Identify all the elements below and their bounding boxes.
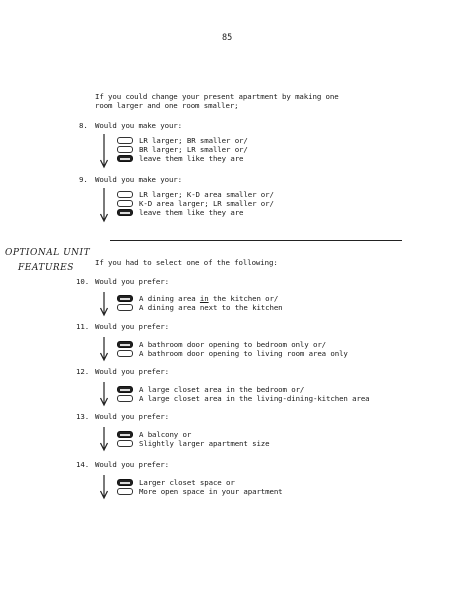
down-arrow-icon — [99, 187, 109, 223]
q9-option-2-label: K-D area larger; LR smaller or/ — [139, 199, 274, 208]
question-10-number: 10. — [76, 277, 90, 286]
question-9-text: Would you make your: — [95, 175, 182, 184]
question-11-text: Would you prefer: — [95, 322, 169, 331]
intro-change-line-2: room larger and one room smaller; — [95, 101, 239, 110]
q9-option-1-checkbox[interactable] — [117, 191, 133, 198]
q10-option-2-label: A dining area next to the kitchen — [139, 303, 283, 312]
q12-option-2-label: A large closet area in the living-dining-kitchen area — [139, 394, 370, 403]
q9-option-2-checkbox[interactable] — [117, 200, 133, 207]
down-arrow-icon — [99, 291, 109, 317]
q11-option-1-checkbox-checked[interactable] — [117, 341, 133, 348]
q10-option-1-label: A dining area in the kitchen or/ — [139, 294, 279, 303]
q10-option-1-checkbox-checked[interactable] — [117, 295, 133, 302]
question-13-number: 13. — [76, 412, 90, 421]
intro-change-line-1: If you could change your present apartment by making one — [95, 92, 339, 101]
q10-option-2-checkbox[interactable] — [117, 304, 133, 311]
q12-option-1-label: A large closet area in the bedroom or/ — [139, 385, 305, 394]
question-14-text: Would you prefer: — [95, 460, 169, 469]
question-9-number: 9. — [79, 175, 88, 184]
q14-option-1-label: Larger closet space or — [139, 478, 235, 487]
page-number: 85 — [222, 33, 233, 43]
margin-note-line-1: OPTIONAL UNIT — [5, 248, 91, 258]
q12-option-1-checkbox-checked[interactable] — [117, 386, 133, 393]
q13-option-2-checkbox[interactable] — [117, 440, 133, 447]
q12-option-2-checkbox[interactable] — [117, 395, 133, 402]
question-12-number: 12. — [76, 367, 90, 376]
q9-option-1-label: LR larger; K-D area smaller or/ — [139, 190, 274, 199]
down-arrow-icon — [99, 474, 109, 500]
q8-option-2-label: BR larger; LR smaller or/ — [139, 145, 248, 154]
down-arrow-icon — [99, 336, 109, 362]
q8-option-3-checkbox-checked[interactable] — [117, 155, 133, 162]
q13-option-1-checkbox-checked[interactable] — [117, 431, 133, 438]
question-11-number: 11. — [76, 322, 90, 331]
q13-option-1-label: A balcony or — [139, 430, 192, 439]
question-8-number: 8. — [79, 121, 88, 130]
down-arrow-icon — [99, 133, 109, 169]
intro-select: If you had to select one of the following: — [95, 258, 278, 267]
margin-note-line-2: FEATURES — [18, 263, 74, 273]
question-10-text: Would you prefer: — [95, 277, 169, 286]
down-arrow-icon — [99, 381, 109, 407]
q11-option-2-label: A bathroom door opening to living room area only — [139, 349, 348, 358]
q8-option-2-checkbox[interactable] — [117, 146, 133, 153]
q13-option-2-label: Slightly larger apartment size — [139, 439, 270, 448]
question-12-text: Would you prefer: — [95, 367, 169, 376]
down-arrow-icon — [99, 426, 109, 452]
q9-option-3-checkbox-checked[interactable] — [117, 209, 133, 216]
q14-option-2-label: More open space in your apartment — [139, 487, 283, 496]
q8-option-1-checkbox[interactable] — [117, 137, 133, 144]
question-14-number: 14. — [76, 460, 90, 469]
q8-option-3-label: leave them like they are — [139, 154, 244, 163]
q14-option-1-checkbox-checked[interactable] — [117, 479, 133, 486]
q11-option-1-label: A bathroom door opening to bedroom only or/ — [139, 340, 327, 349]
q8-option-1-label: LR larger; BR smaller or/ — [139, 136, 248, 145]
q9-option-3-label: leave them like they are — [139, 208, 244, 217]
section-divider — [110, 240, 402, 241]
q14-option-2-checkbox[interactable] — [117, 488, 133, 495]
q11-option-2-checkbox[interactable] — [117, 350, 133, 357]
question-13-text: Would you prefer: — [95, 412, 169, 421]
question-8-text: Would you make your: — [95, 121, 182, 130]
